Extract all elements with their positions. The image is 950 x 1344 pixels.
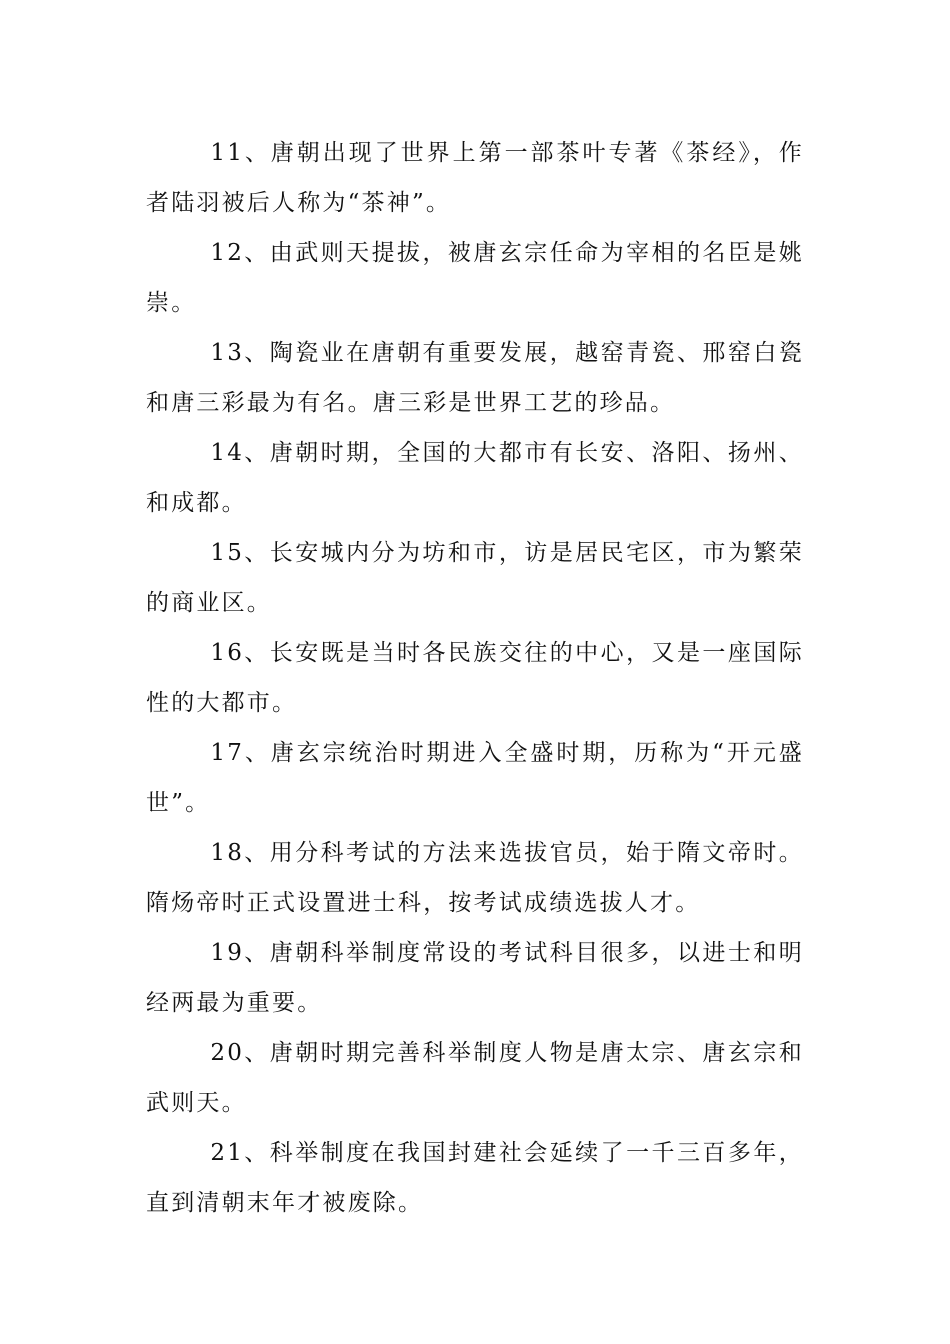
paragraph-16: 16、长安既是当时各民族交往的中心，又是一座国际性的大都市。 xyxy=(146,640,804,716)
paragraph-20: 20、唐朝时期完善科举制度人物是唐太宗、唐玄宗和武则天。 xyxy=(146,1040,804,1116)
paragraph-13: 13、陶瓷业在唐朝有重要发展，越窑青瓷、邢窑白瓷和唐三彩最为有名。唐三彩是世界工艺的珍品。 xyxy=(146,340,804,416)
paragraph-21: 21、科举制度在我国封建社会延续了一千三百多年，直到清朝末年才被废除。 xyxy=(146,1140,804,1216)
paragraph-12: 12、由武则天提拔，被唐玄宗任命为宰相的名臣是姚崇。 xyxy=(146,240,804,316)
paragraph-15: 15、长安城内分为坊和市，访是居民宅区，市为繁荣的商业区。 xyxy=(146,540,804,616)
paragraph-19: 19、唐朝科举制度常设的考试科目很多，以进士和明经两最为重要。 xyxy=(146,940,804,1016)
paragraph-11: 11、唐朝出现了世界上第一部茶叶专著《茶经》，作者陆羽被后人称为“茶神”。 xyxy=(146,140,804,216)
paragraph-18: 18、用分科考试的方法来选拔官员，始于隋文帝时。隋炀帝时正式设置进士科，按考试成绩选拔人才。 xyxy=(146,840,804,916)
paragraph-14: 14、唐朝时期，全国的大都市有长安、洛阳、扬州、和成都。 xyxy=(146,440,804,516)
document-page xyxy=(146,128,804,1228)
paragraph-17: 17、唐玄宗统治时期进入全盛时期，历称为“开元盛世”。 xyxy=(146,740,804,816)
